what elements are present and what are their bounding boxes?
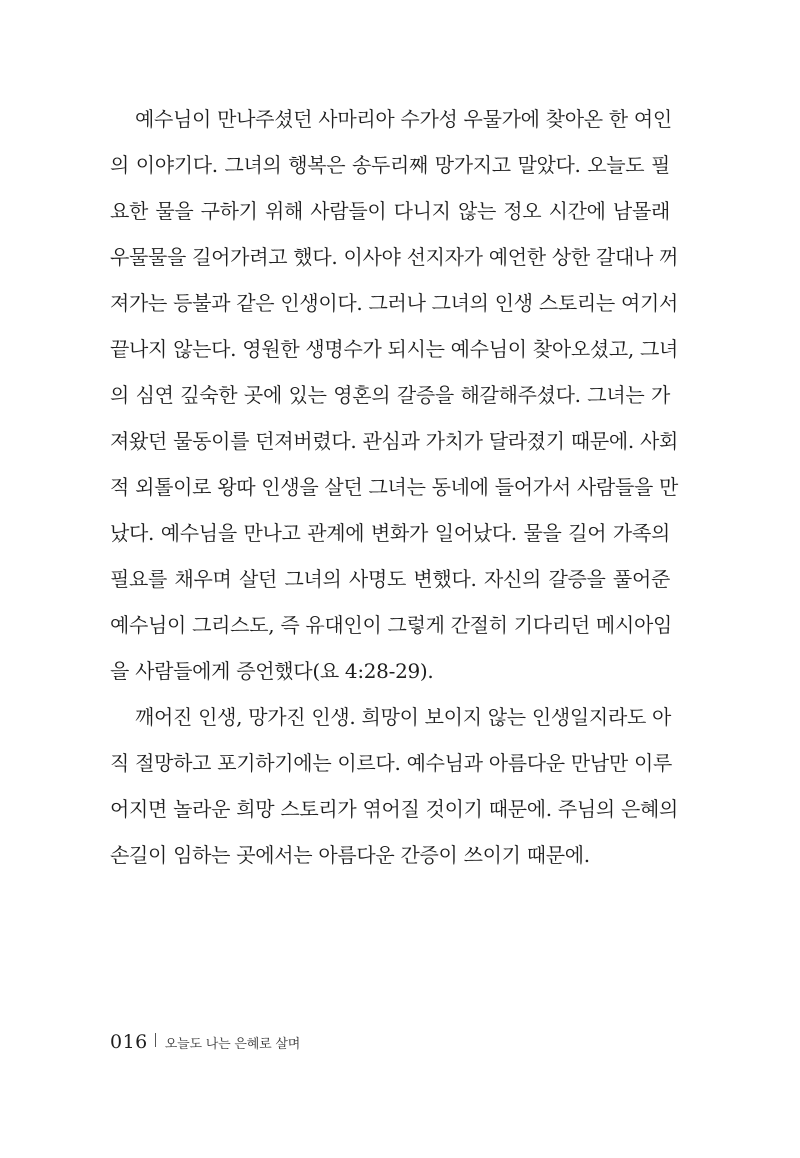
body-text <box>110 96 679 878</box>
text-line: 끝나지 않는다. 영원한 생명수가 되시는 예수님이 찾아오셨고, 그녀 <box>110 337 679 361</box>
text-line: 깨어진 인생, 망가진 인생. 희망이 보이지 않는 인생일지라도 아 <box>135 705 672 729</box>
text-line: 우물물을 길어가려고 했다. 이사야 선지자가 예언한 상한 갈대나 꺼 <box>110 245 679 269</box>
text-line: 요한 물을 구하기 위해 사람들이 다니지 않는 정오 시간에 남몰래 <box>110 199 670 223</box>
text-line: 났다. 예수님을 만나고 관계에 변화가 일어났다. 물을 길어 가족의 <box>110 521 670 545</box>
text-line: 져가는 등불과 같은 인생이다. 그러나 그녀의 인생 스토리는 여기서 <box>110 291 679 315</box>
text-line: 져왔던 물동이를 던져버렸다. 관심과 가치가 달라졌기 때문에. 사회 <box>110 429 679 453</box>
running-title: 오늘도 나는 은혜로 살며 <box>164 1036 301 1052</box>
text-line: 예수님이 그리스도, 즉 유대인이 그렇게 간절히 기다리던 메시아임 <box>110 613 672 637</box>
page-footer <box>110 1027 300 1057</box>
footer-divider <box>155 1033 156 1047</box>
paragraph-1 <box>110 96 679 694</box>
text-line: 예수님이 만나주셨던 사마리아 수가성 우물가에 찾아온 한 여인 <box>135 107 672 131</box>
text-line: 을 사람들에게 증언했다(요 4:28-29). <box>110 659 434 683</box>
text-line: 직 절망하고 포기하기에는 이르다. 예수님과 아름다운 만남만 이루 <box>110 751 672 775</box>
text-line: 어지면 놀라운 희망 스토리가 엮어질 것이기 때문에. 주님의 은혜의 <box>110 797 679 821</box>
text-line: 손길이 임하는 곳에서는 아름다운 간증이 쓰이기 때문에. <box>110 843 590 867</box>
page-number: 016 <box>110 1031 148 1053</box>
text-line: 의 심연 깊숙한 곳에 있는 영혼의 갈증을 해갈해주셨다. 그녀는 가 <box>110 383 670 407</box>
paragraph-2 <box>110 694 679 878</box>
text-line: 적 외톨이로 왕따 인생을 살던 그녀는 동네에 들어가서 사람들을 만 <box>110 475 679 499</box>
text-line: 필요를 채우며 살던 그녀의 사명도 변했다. 자신의 갈증을 풀어준 <box>110 567 670 591</box>
text-line: 의 이야기다. 그녀의 행복은 송두리째 망가지고 말았다. 오늘도 필 <box>110 153 670 177</box>
